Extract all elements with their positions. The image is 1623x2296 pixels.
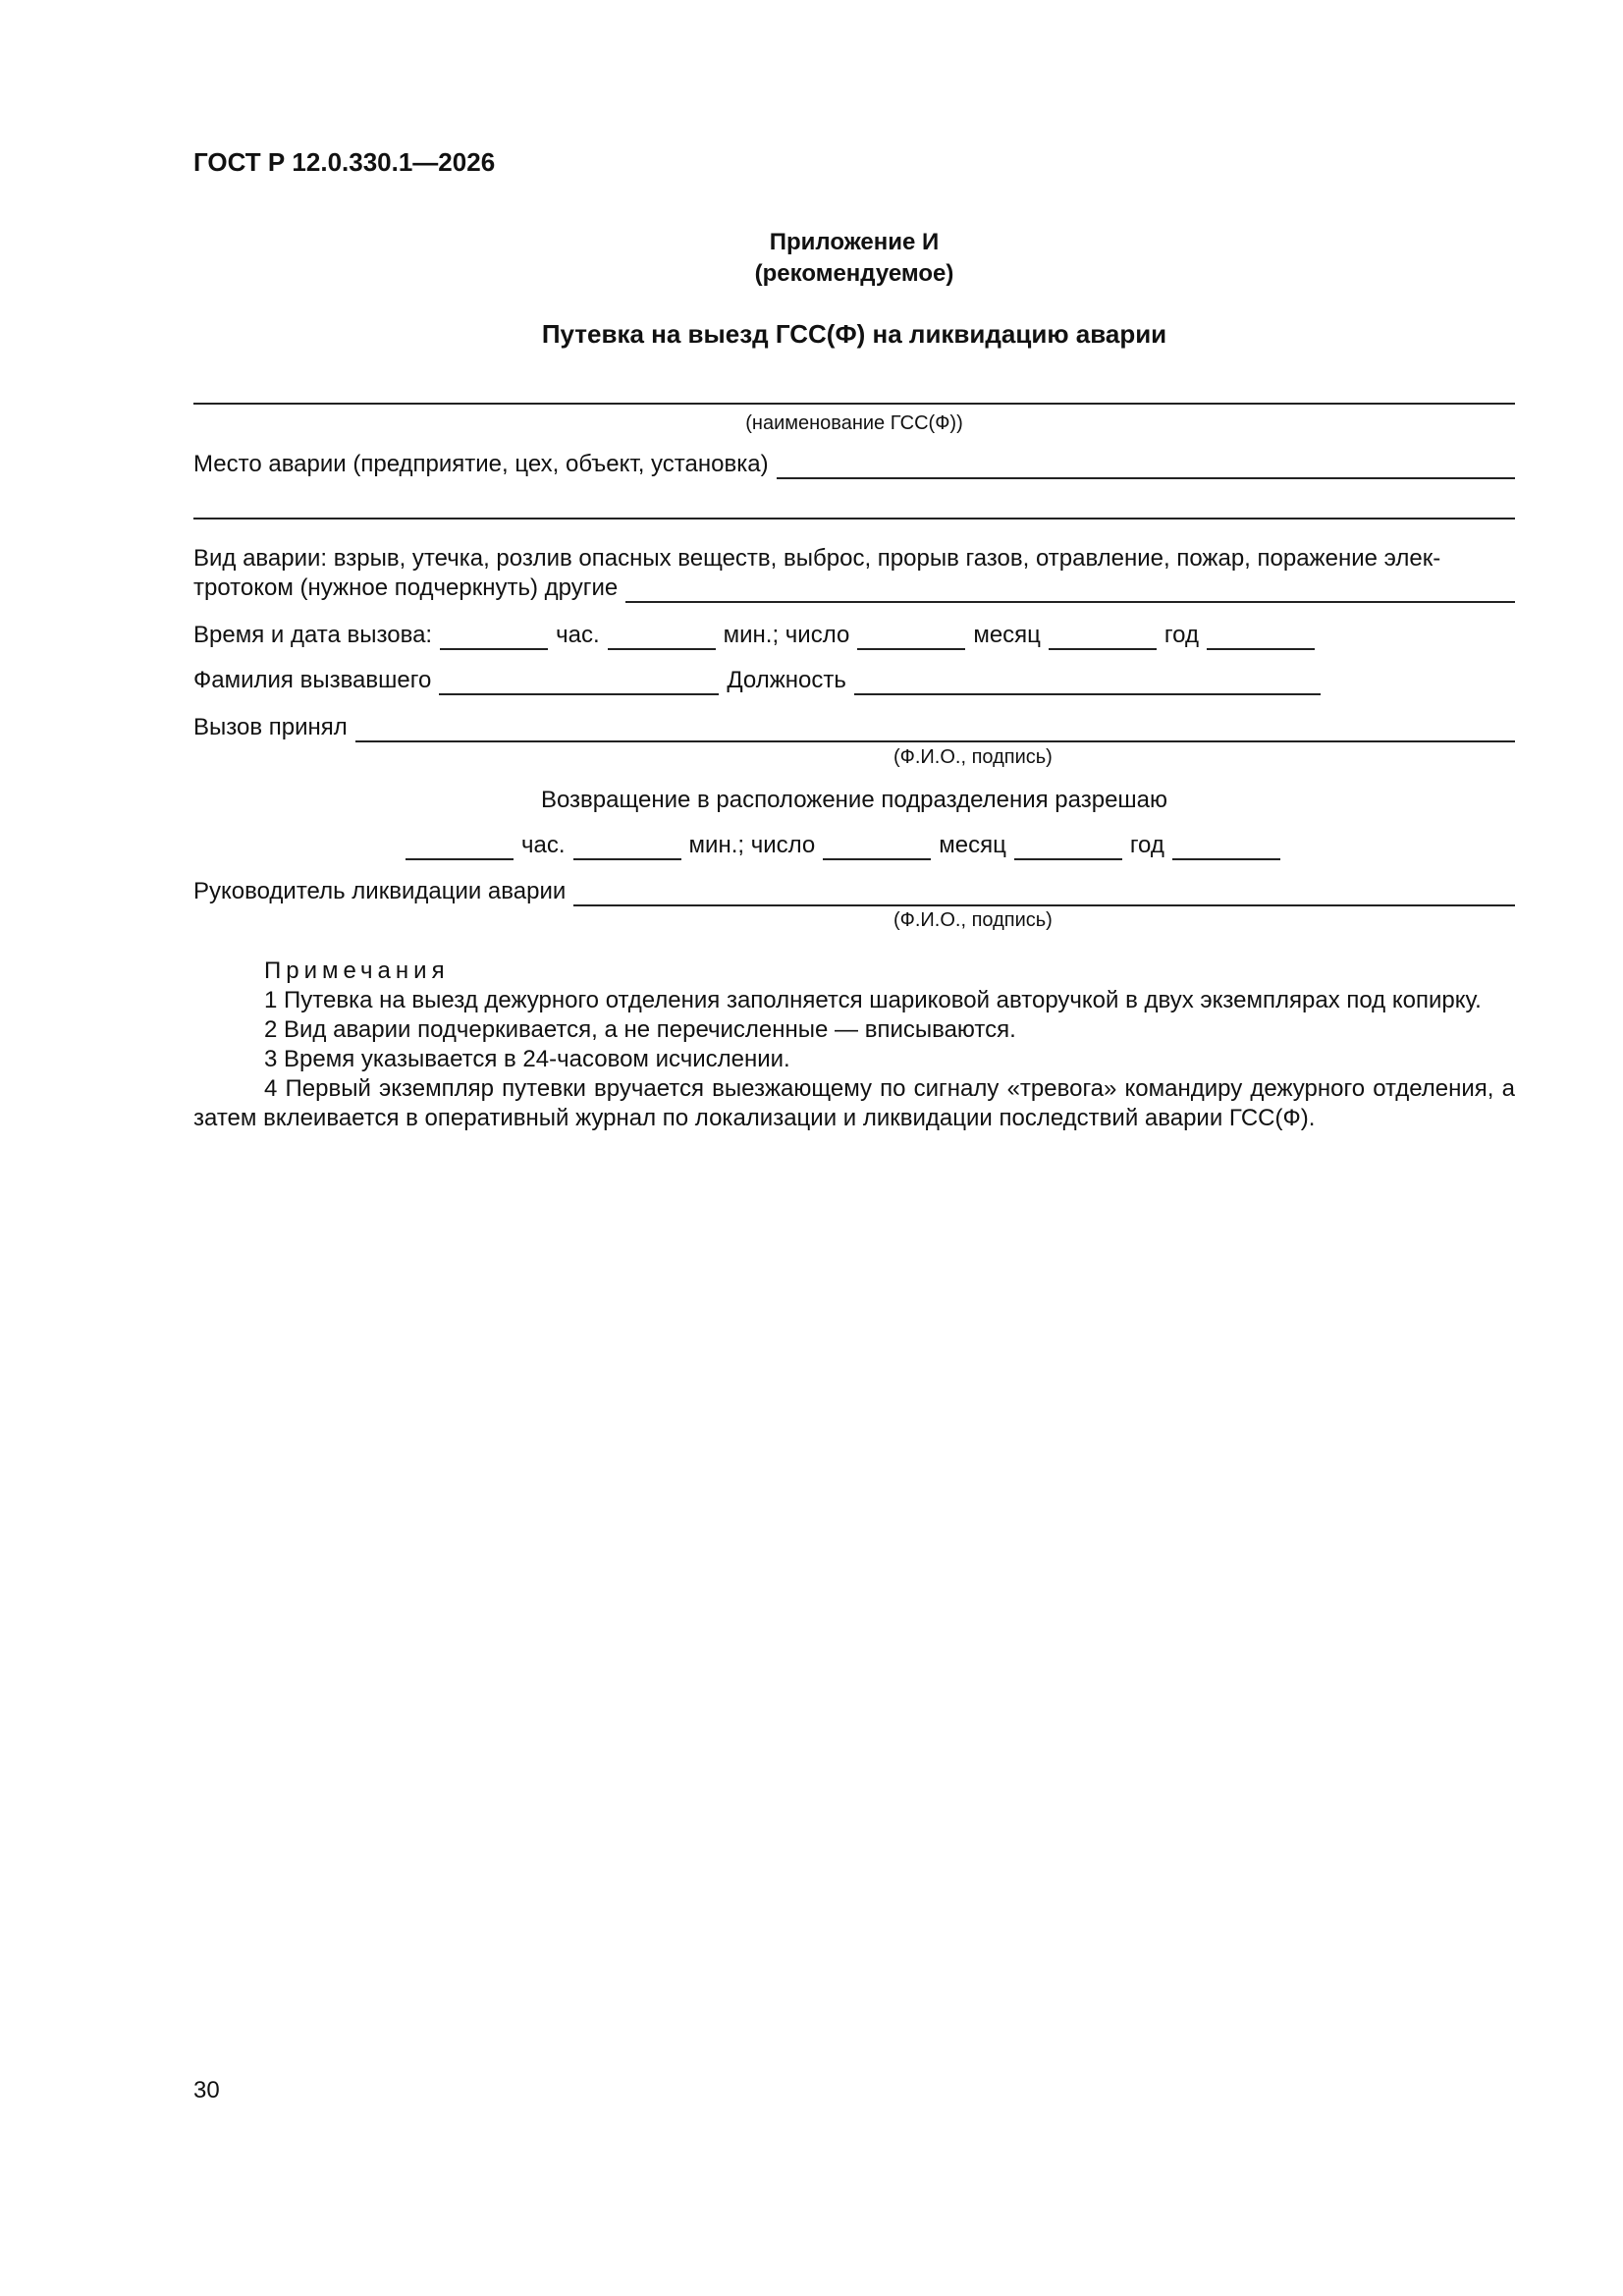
accident-type-other-field[interactable] [625, 577, 1515, 603]
gss-name-field[interactable] [193, 403, 1515, 405]
manager-signature-field[interactable] [573, 881, 1515, 906]
accident-type-label: тротоком (нужное подчеркнуть) другие [193, 574, 619, 601]
accident-place-field-2[interactable] [193, 518, 1515, 519]
note-item-4: 4 Первый экземпляр путевки вручается выезжающему по сигналу «тревога» командиру дежурного отделения, а затем вклеивается в оперативный журнал по локализации и ликвидации последствий аварии ГСС(Ф). [193, 1075, 1515, 1131]
return-month-label: месяц [939, 832, 1006, 858]
return-year-field[interactable] [1172, 835, 1280, 860]
accident-place-field[interactable] [777, 454, 1515, 479]
note-item-3: 3 Время указывается в 24-часовом исчислении. [264, 1046, 790, 1072]
call-received-caption: (Ф.И.О., подпись) [893, 746, 1053, 768]
call-hour-field[interactable] [440, 625, 548, 650]
return-time-row [406, 831, 1328, 860]
year-label: год [1163, 622, 1199, 648]
caller-surname-label: Фамилия вызвавшего [193, 667, 432, 693]
accident-place-label: Место аварии (предприятие, цех, объект, установка) [193, 451, 769, 477]
call-time-label: Время и дата вызова: [193, 622, 433, 648]
caller-row [193, 666, 1515, 695]
caller-position-field[interactable] [854, 670, 1321, 695]
return-permission-text: Возвращение в расположение подразделения разрешаю [540, 787, 1168, 813]
call-received-label: Вызов принял [193, 714, 348, 740]
call-received-row [193, 713, 1515, 742]
return-month-field[interactable] [1014, 835, 1122, 860]
return-minute-date-label: мин.; число [688, 832, 816, 858]
return-minute-field[interactable] [573, 835, 681, 860]
document-number: ГОСТ Р 12.0.330.1—2026 [193, 147, 496, 177]
caller-surname-field[interactable] [439, 670, 719, 695]
position-label: Должность [727, 667, 846, 693]
accident-type-line-1: Вид аварии: взрыв, утечка, розлив опасных веществ, выброс, прорыв газов, отравление, пожар, поражение элек- [193, 545, 1441, 572]
accident-place-row [193, 450, 1515, 479]
call-day-field[interactable] [857, 625, 965, 650]
call-minute-field[interactable] [608, 625, 716, 650]
form-heading: Путевка на выезд ГСС(Ф) на ликвидацию аварии [541, 319, 1167, 349]
manager-row [193, 877, 1515, 906]
accident-type-row [193, 574, 1515, 603]
call-month-field[interactable] [1049, 625, 1157, 650]
return-hour-field[interactable] [406, 835, 514, 860]
call-received-field[interactable] [355, 717, 1515, 742]
manager-caption: (Ф.И.О., подпись) [893, 909, 1053, 931]
page-number: 30 [193, 2077, 220, 2104]
hour-label: час. [556, 622, 600, 648]
return-hour-label: час. [521, 832, 566, 858]
month-label: месяц [973, 622, 1041, 648]
return-day-field[interactable] [823, 835, 931, 860]
manager-label: Руководитель ликвидации аварии [193, 878, 567, 904]
notes-section [193, 957, 1515, 1133]
notes-heading: Примечания [264, 957, 450, 984]
minute-date-label: мин.; число [723, 622, 850, 648]
call-year-field[interactable] [1207, 625, 1315, 650]
note-item-2: 2 Вид аварии подчеркивается, а не перечисленные — вписываются. [264, 1016, 1016, 1043]
annex-status: (рекомендуемое) [754, 260, 954, 287]
annex-title: Приложение И [769, 229, 940, 255]
call-time-row [193, 621, 1515, 650]
gss-name-caption: (наименование ГСС(Ф)) [745, 412, 963, 434]
note-item-1: 1 Путевка на выезд дежурного отделения заполняется шариковой авторучкой в двух экземплярах под копирку. [264, 987, 1482, 1013]
return-year-label: год [1129, 832, 1164, 858]
